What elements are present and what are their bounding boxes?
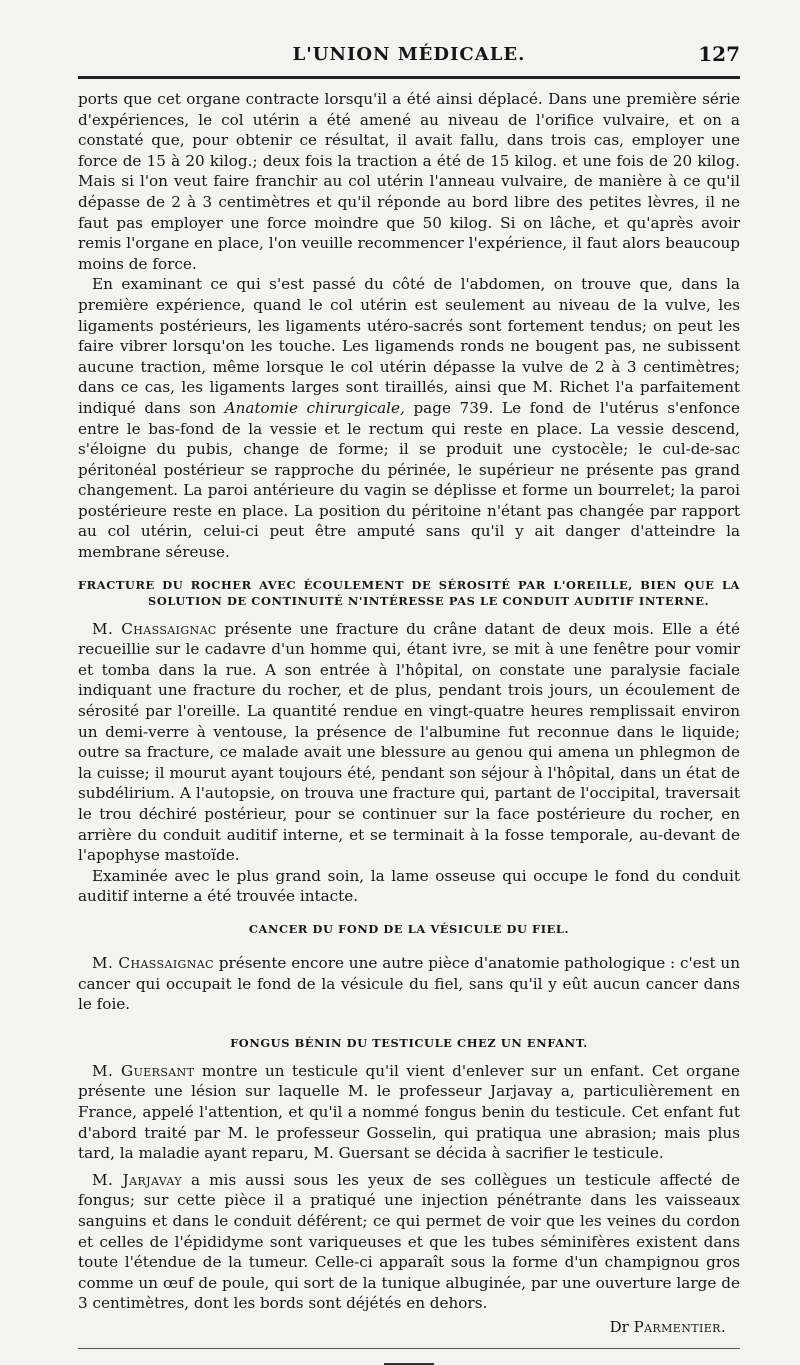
paragraph xyxy=(78,1170,740,1314)
paragraph-text: a mis aussi sous les yeux de ses collègues un testicule affecté de fongus; sur cette pièce il a pratiqué une injection pénétrante dans les vaisseaux sanguins et dans le conduit déférent; ce qui permet de voir que les veines du cordon et celles de l'épididyme sont variqueuses et que les tubes séminifères existent dans toute l'étendue de la tumeur. Celle-ci apparaît sous la forme d'un champignou gros comme un œuf de poule, qui sort de la tunique albuginée, par une ouverture large de 3 centimètres, dont les bords sont déjétés en dehors. xyxy=(78,1170,740,1313)
signature-name: Parmentier. xyxy=(633,1317,726,1336)
paragraph-text: montre un testicule qu'il vient d'enlever sur un enfant. Cet organe présente une lésion sur laquelle M. le professeur Jarjavay a, particulièrement en France, appelé l'attention, et qu'il a nommé fongus benin du testicule. Cet enfant fut d'abord traité par M. le professeur Gosselin, qui pratiqua une abrasion; mais plus tard, la maladie ayant reparu, M. Guersant se décida à sacrifier le testicule. xyxy=(78,1061,740,1163)
speaker-name: M. Chassaignac xyxy=(92,953,214,972)
signature xyxy=(78,1318,740,1336)
section-heading: CANCER DU FOND DE LA VÉSICULE DU FIEL. xyxy=(248,921,570,936)
book-title: Anatomie chirurgicale, xyxy=(224,398,405,417)
paragraph-text: page 739. Le fond de l'utérus s'enfonce entre le bas-fond de la vessie et le rectum qui reste en place. La vessie descend, s'éloigne du pubis, change de forme; il se produit une cystocèle; le cul-de-sac péritonéal postérieur se rapproche du périnée, le supérieur ne présente pas grand changement. La paroi antérieure du vagin se déplisse et forme un bourrelet; la paroi postérieure reste en place. La position du péritoine n'étant pas changée par rapport au col utérin, celui-ci peut être amputé sans qu'il y ait danger d'atteindre la membrane séreuse. xyxy=(78,398,741,562)
paragraph xyxy=(78,274,740,562)
speaker-name: M. Chassaignac xyxy=(92,619,217,638)
paragraph xyxy=(78,953,740,1015)
paragraph-text: En examinant ce qui s'est passé du côté de l'abdomen, on trouve que, dans la première expérience, quand le col utérin est seulement au niveau de la vulve, les ligaments postérieurs, les ligaments utéro-sacrés sont fortement tendus; on peut les faire vibrer lorsqu'on les touche. Les ligamends ronds ne bougent pas, ne subissent aucune traction, même lorsque le col utérin dépasse la vulve de 2 à 3 centimètres; dans ce cas, les ligaments larges sont tiraillés, ainsi que M. Richet l'a parfaitement indiqué dans son xyxy=(78,275,740,417)
paragraph: ports que cet organe contracte lorsqu'il a été ainsi déplacé. Dans une première série d'expériences, le col utérin a été amené au niveau de l'orifice vulvaire, et on a constaté que, pour obtenir ce résultat, il avait fallu, dans trois cas, employer une force de 15 à 20 kilog.; deux fois la traction a été de 15 kilog. et une fois de 20 kilog. Mais si l'on veut faire franchir au col utérin l'anneau vulvaire, de manière à ce qu'il dépasse de 2 à 3 centimètres et qu'il réponde au bord libre des petites lèvres, il ne faut pas employer une force moindre que 50 kilog. Si on lâche, et qu'après avoir remis l'organe en place, l'on veuille recommencer l'expérience, il faut alors beaucoup moins de force. xyxy=(78,90,740,273)
page-number: 127 xyxy=(698,42,740,66)
signature-title: Dr xyxy=(609,1317,629,1336)
speaker-name: M. Jarjavay xyxy=(92,1170,182,1189)
journal-title: L'UNION MÉDICALE. xyxy=(292,44,526,65)
running-head xyxy=(78,36,740,76)
journal-page xyxy=(78,36,740,1365)
section-heading: FONGUS BÉNIN DU TESTICULE CHEZ UN ENFANT. xyxy=(230,1035,588,1050)
section-heading: FRACTURE DU ROCHER AVEC ÉCOULEMENT DE SÉROSITÉ PAR L'OREILLE, BIEN QUE LA SOLUTION DE CONTINUITÉ N'INTÉRESSE PAS LE CONDUIT AUDITIF INTERNE. xyxy=(78,577,740,608)
paragraph: Examinée avec le plus grand soin, la lame osseuse qui occupe le fond du conduit auditif interne a été trouvée intacte. xyxy=(78,866,740,906)
footer-rule xyxy=(78,1348,740,1349)
paragraph xyxy=(78,619,740,866)
speaker-name: M. Guersant xyxy=(92,1061,195,1080)
paragraph xyxy=(78,1061,740,1164)
paragraph-text: présente une fracture du crâne datant de deux mois. Elle a été recueillie sur le cadavre d'un homme qui, étant ivre, se mit à une fenêtre pour vomir et tomba dans la rue. A son entrée à l'hôpital, on constate une paralysie faciale indiquant une fracture du rocher, et de plus, pendant trois jours, un écoulement de sérosité par l'oreille. La quantité rendue en vingt-quatre heures remplissait environ un demi-verre à ventouse, la présence de l'albumine fut reconnue dans le liquide; outre sa fracture, ce malade avait une blessure au genou qui amena un phlegmon de la cuisse; il mourut ayant toujours été, pendant son séjour à l'hôpital, dans un état de subdélirium. A l'autopsie, on trouva une fracture qui, partant de l'occipital, traversait le trou déchiré postérieur, pour se continuer sur la face postérieure du rocher, en arrière du conduit auditif interne, et se terminait à la fosse temporale, au-devant de l'apophyse mastoïde. xyxy=(78,619,741,865)
header-rule xyxy=(78,76,740,79)
paragraph-text: présente encore une autre pièce d'anatomie pathologique : c'est un cancer qui occupait le fond de la vésicule du fiel, sans qu'il y eût aucun cancer dans le foie. xyxy=(78,953,740,1014)
